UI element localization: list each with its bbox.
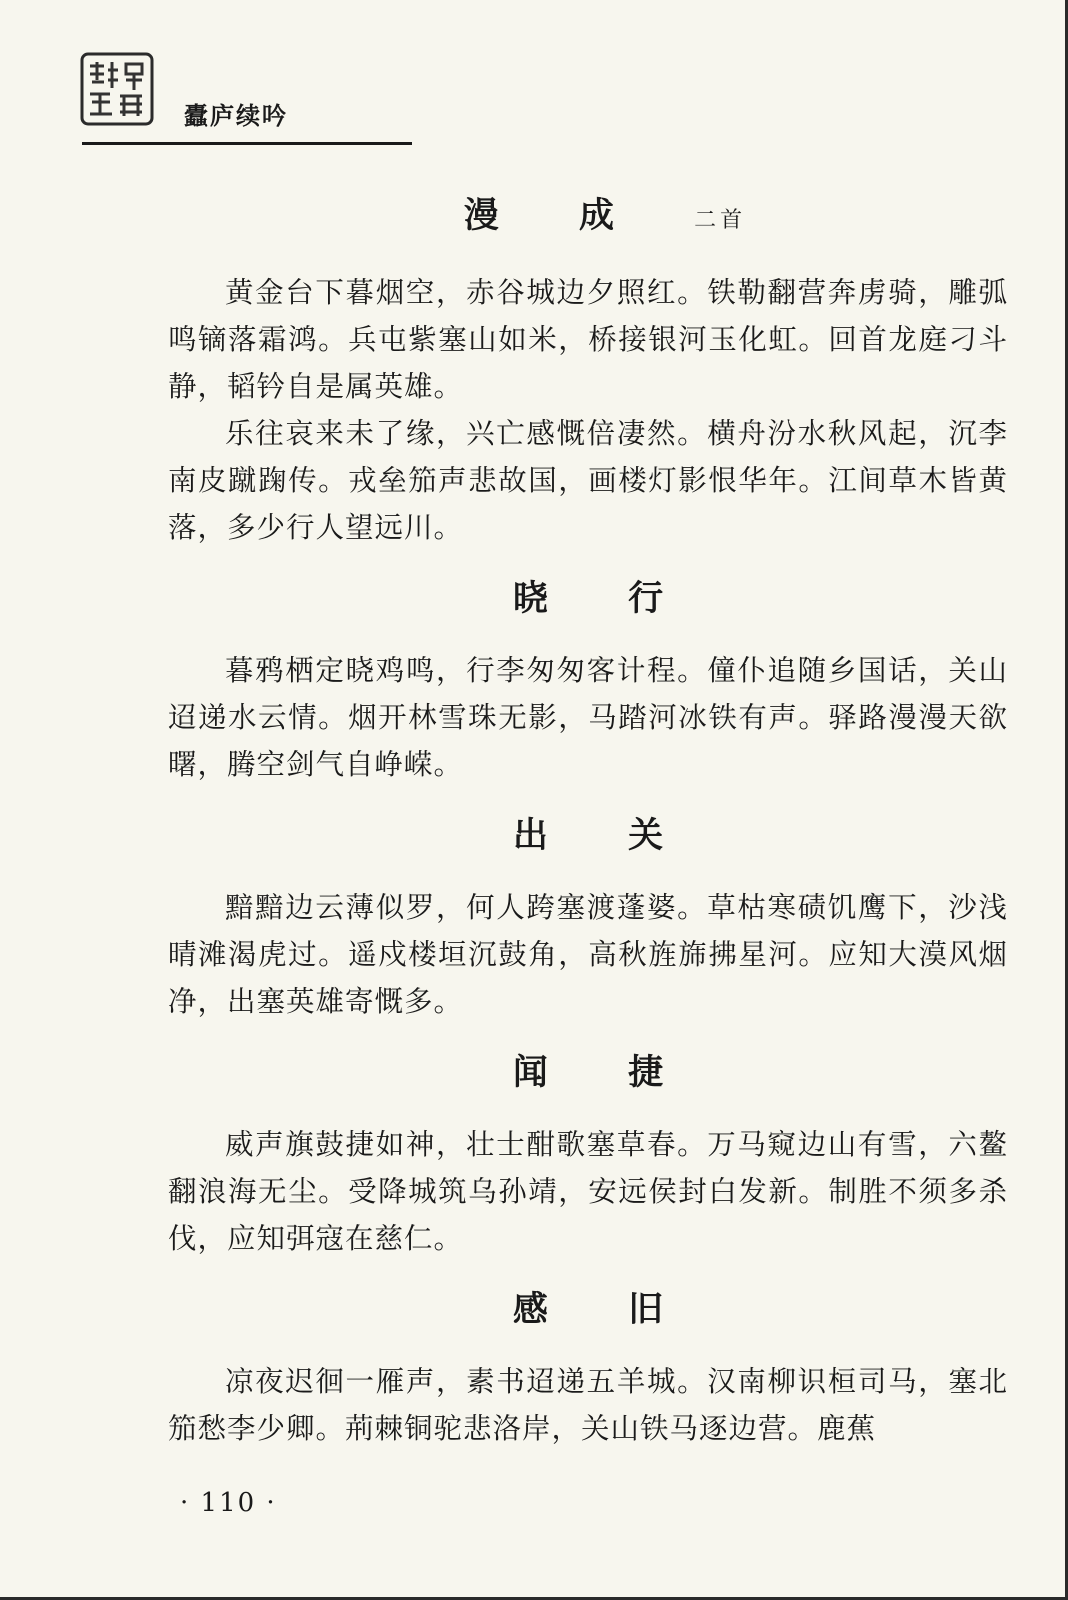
poem-title: 晓 行 (512, 578, 698, 619)
poem (168, 1045, 1008, 1262)
poem-body: 黄金台下暮烟空，赤谷城边夕照红。铁勒翻营奔虏骑，雕弧鸣镝落霜鸿。兵屯紫塞山如米，桥接银河玉化虹。回首龙庭刁斗静，韬钤自是属英雄。 (168, 276, 1008, 403)
poem-title: 感 旧 (512, 1289, 698, 1330)
book-title: 蠹庐续吟 (184, 102, 288, 130)
poem-title: 出 关 (512, 815, 698, 856)
poem (168, 808, 1008, 1025)
header-rule (82, 142, 412, 145)
poem-note: 二首 (694, 208, 747, 233)
poem-body: 凉夜迟徊一雁声，素书迢递五羊城。汉南柳识桓司马，塞北笳愁李少卿。荊棘铜驼悲洛岸，关山铁马逐边营。鹿蕉 (168, 1365, 1008, 1445)
poem (168, 1282, 1008, 1452)
poem-body: 暮鸦栖定晓鸡鸣，行李匆匆客计程。僮仆追随乡国话，关山迢递水云情。烟开林雪珠无影，马踏河冰铁有声。驿路漫漫天欲曙，腾空剑气自峥嵘。 (168, 654, 1008, 781)
poem (168, 188, 1008, 551)
poem-title: 闻 捷 (512, 1052, 698, 1093)
poem-body: 乐往哀来未了缘，兴亡感慨倍凄然。横舟汾水秋风起，沉李南皮蹴踘传。戎垒笳声悲故国，画楼灯影恨华年。江间草木皆黄落，多少行人望远川。 (168, 417, 1008, 544)
page-content (168, 188, 1008, 1472)
poem-body: 威声旗鼓捷如神，壮士酣歌塞草春。万马窥边山有雪，六鳌翻浪海无尘。受降城筑乌孙靖，安远侯封白发新。制胜不须多杀伐，应知弭寇在慈仁。 (168, 1128, 1008, 1255)
page-number: · 110 · (180, 1488, 277, 1518)
poem-title (202, 188, 1008, 249)
poem-body: 黯黯边云薄似罗，何人跨塞渡蓬婆。草枯寒碛饥鹰下，沙浅晴滩渴虎过。遥戍楼垣沉鼓角，高秋旌旆拂星河。应知大漠风烟净，出塞英雄寄慨多。 (168, 891, 1008, 1018)
poem-title-text: 漫 成 (463, 195, 648, 236)
seal-logo-icon (80, 52, 154, 126)
running-header (80, 52, 420, 144)
poem (168, 571, 1008, 788)
